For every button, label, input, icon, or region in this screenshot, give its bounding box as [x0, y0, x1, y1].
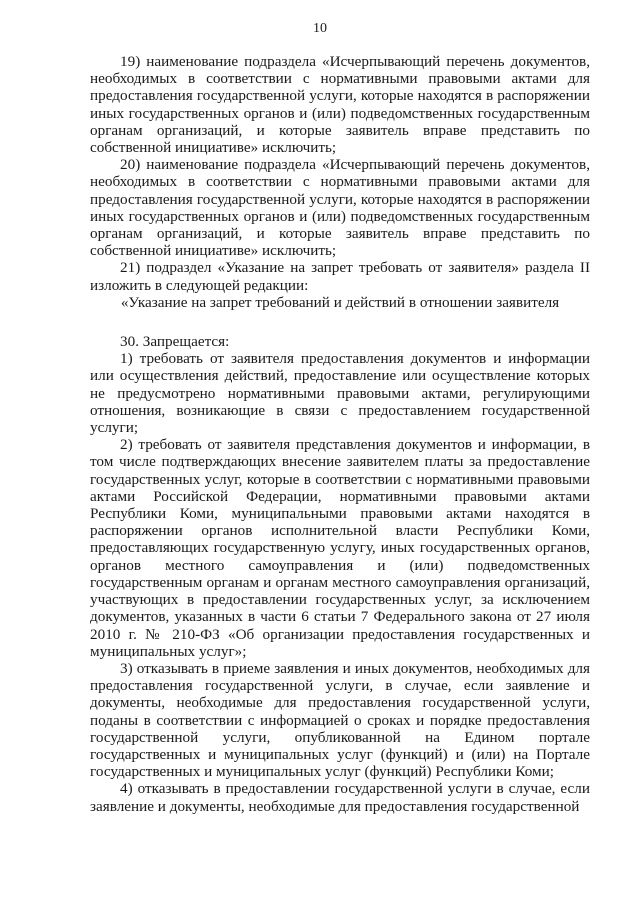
blank-line	[90, 311, 590, 332]
item-20-paragraph: 20) наименование подраздела «Исчерпывающий перечень документов, необходимых в соответствии с нормативными правовыми актами для предоставления государственной услуги, которые находятся в распоряжении иных государственных органов и (или) подведомственных государственным органам организаций, и которые заявитель вправе представить по собственной инициативе» исключить;	[90, 156, 590, 260]
page-number: 10	[313, 21, 327, 36]
clause-30-item-1: 1) требовать от заявителя предоставления документов и информации или осуществления действий, предоставление или осуществление которых не предусмотрено нормативными правовыми актами, регулирующими отношения, возникающие в связи с предоставлением государственной услуги;	[90, 350, 590, 437]
document-body	[90, 53, 590, 815]
clause-30-item-3: 3) отказывать в приеме заявления и иных документов, необходимых для предоставления государственной услуги, в случае, если заявление и документы, необходимые для предоставления государственной услуги, поданы в соответствии с информацией о сроках и порядке предоставления государственной услуги, опубликованной на Едином портале государственных и муниципальных услуг (функций) и (или) на Портале государственных и муниципальных услуг (функций) Республики Коми;	[90, 659, 590, 781]
clause-30-item-4: 4) отказывать в предоставлении государственной услуги в случае, если заявление и документы, необходимые для предоставления государственной	[90, 780, 590, 815]
item-21-paragraph: 21) подраздел «Указание на запрет требовать от заявителя» раздела II изложить в следующей редакции:	[90, 259, 590, 294]
item-19-paragraph: 19) наименование подраздела «Исчерпывающий перечень документов, необходимых в соответствии с нормативными правовыми актами для предоставления государственной услуги, которые находятся в распоряжении иных государственных органов и (или) подведомственных государственным органам организаций, и которые заявитель вправе представить по собственной инициативе» исключить;	[90, 53, 590, 157]
section-heading: «Указание на запрет требований и действий в отношении заявителя	[120, 293, 560, 311]
clause-30-item-2: 2) требовать от заявителя представления документов и информации, в том числе подтверждающих внесение заявителем платы за предоставление государственных услуг, которые в соответствии с нормативными правовыми актами Российской Федерации, нормативными правовыми актами Республики Коми, муниципальными правовыми актами находятся в распоряжении органов исполнительной власти Республики Коми, предоставляющих государственную услугу, иных государственных органов, органов местного самоуправления и (или) подведомственных государственным органам и органам местного самоуправления организаций, участвующих в предоставлении государственных услуг, за исключением документов, указанных в части 6 статьи 7 Федерального закона от 27 июля 2010 г. № 210-ФЗ «Об организации предоставления государственных и муниципальных услуг»;	[90, 436, 590, 660]
clause-30-heading: 30. Запрещается:	[120, 333, 230, 351]
